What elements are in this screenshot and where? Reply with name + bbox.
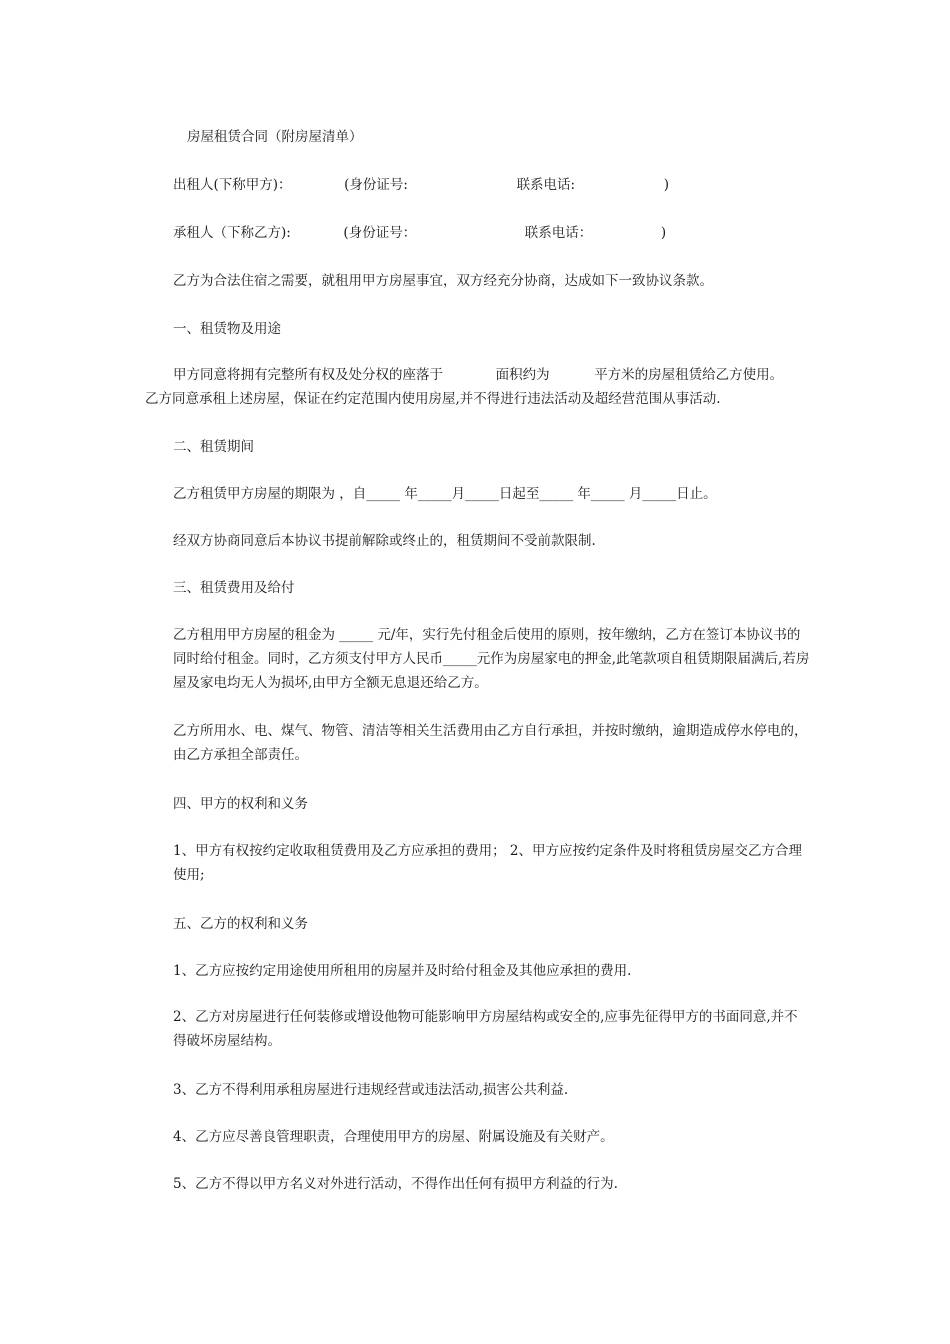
lessor-label: 出租人(下称甲方)： <box>173 177 292 193</box>
section-4-heading: 四、甲方的权利和义务 <box>173 796 308 812</box>
lessee-item-2-paragraph <box>145 1005 810 1053</box>
early-termination-paragraph: 经双方协商同意后本协议书提前解除或终止的，租赁期间不受前款限制. <box>173 533 596 549</box>
lessee-line <box>173 224 666 242</box>
area-text: 面积约为 <box>495 367 550 383</box>
lessee-phone-label: 联系电话： <box>524 225 593 241</box>
rent-paragraph <box>145 623 810 695</box>
lessor-id-label: (身份证号: <box>344 177 408 193</box>
lessor-phone-label: 联系电话: <box>516 177 576 193</box>
document-title: 房屋租赁合同（附房屋清单） <box>187 129 363 145</box>
section-5-heading: 五、乙方的权利和义务 <box>173 916 308 932</box>
lessee-id-label: (身份证号： <box>343 225 417 241</box>
lessee-item-4: 4、乙方应尽善良管理职责，合理使用甲方的房屋、附属设施及有关财产。 <box>173 1129 614 1145</box>
intro-paragraph: 乙方为合法住宿之需要，就租用甲方房屋事宜，双方经充分协商，达成如下一致协议条款。 <box>173 273 713 289</box>
utilities-paragraph <box>145 719 810 767</box>
lessee-close: ) <box>660 225 667 241</box>
lessor-rights-text: 1、甲方有权按约定收取租赁费用及乙方应承担的费用； 2、甲方应按约定条件及时将租赁房屋交乙方合理使用; <box>173 843 802 883</box>
lessee-item-3: 3、乙方不得利用承租房屋进行违规经营或违法活动,损害公共利益. <box>173 1082 569 1098</box>
rent-text: 乙方租用甲方房屋的租金为 _____ 元/年，实行先付租金后使用的原则，按年缴纳，乙方在签订本协议书的同时给付租金。同时，乙方须支付甲方人民币_____元作为房屋家电的押金,此笔款项自租赁期限届满后,若房屋及家电均无人为损坏,由甲方全额无息退还给乙方。 <box>173 627 810 691</box>
lessee-item-2: 2、乙方对房屋进行任何装修或增设他物可能影响甲方房屋结构或安全的,应事先征得甲方的书面同意,并不得破坏房屋结构。 <box>173 1009 798 1049</box>
location-text: 甲方同意将拥有完整所有权及处分权的座落于 <box>173 367 443 383</box>
lessee-label: 承租人（下称乙方): <box>173 225 291 241</box>
section-1-paragraph-line-1 <box>173 366 783 384</box>
lease-term-paragraph: 乙方租赁甲方房屋的期限为 ，自_____ 年_____月_____日起至_____ 年_____ 月_____日止。 <box>173 486 717 502</box>
lessee-item-1: 1、乙方应按约定用途使用所租用的房屋并及时给付租金及其他应承担的费用. <box>173 963 632 979</box>
section-1-heading: 一、租赁物及用途 <box>173 321 281 337</box>
lessor-rights-paragraph <box>145 839 810 887</box>
lessor-close: ) <box>663 177 669 193</box>
lessor-line <box>173 176 669 194</box>
section-1-paragraph-line-2: 乙方同意承租上述房屋，保证在约定范围内使用房屋,并不得进行违法活动及超经营范围从事活动. <box>145 391 721 407</box>
section-2-heading: 二、租赁期间 <box>173 439 254 455</box>
utilities-text: 乙方所用水、电、煤气、物管、清洁等相关生活费用由乙方自行承担，并按时缴纳，逾期造成停水停电的，由乙方承担全部责任。 <box>173 723 808 763</box>
use-text: 平方米的房屋租赁给乙方使用。 <box>594 367 784 383</box>
section-3-heading: 三、租赁费用及给付 <box>173 580 295 596</box>
lessee-item-5: 5、乙方不得以甲方名义对外进行活动，不得作出任何有损甲方利益的行为. <box>173 1176 618 1192</box>
